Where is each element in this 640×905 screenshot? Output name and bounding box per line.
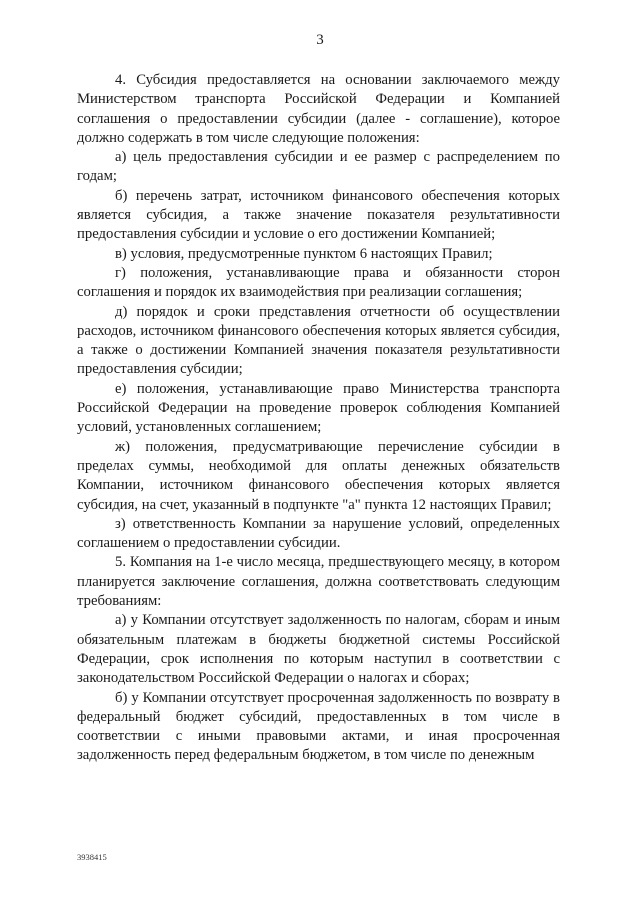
paragraph-4-e: е) положения, устанавливающие право Министерства транспорта Российской Федерации на проведение проверок соблюдения Компанией условий, установленных соглашением; [77, 380, 560, 436]
paragraph-4-v: в) условия, предусмотренные пунктом 6 настоящих Правил; [115, 245, 493, 262]
document-code: 3938415 [77, 852, 107, 862]
document-body [77, 71, 560, 766]
paragraph-5: 5. Компания на 1-е число месяца, предшествующего месяцу, в котором планируется заключение соглашения, должна соответствовать следующим требованиям: [77, 554, 560, 610]
paragraph-4-b: б) перечень затрат, источником финансового обеспечения которых является субсидия, а также значение показателя результативности предоставления субсидии и условие о его достижении Компанией; [77, 187, 560, 243]
page-number: 3 [316, 32, 324, 48]
paragraph-4-d: д) порядок и сроки представления отчетности об осуществлении расходов, источником финансового обеспечения которых является субсидия, а также о достижении Компанией значения показателя результативности предоставления субсидии; [77, 303, 560, 378]
paragraph-5-b: б) у Компании отсутствует просроченная задолженность по возврату в федеральный бюджет субсидий, предоставленных в том числе в соответствии с иными правовыми актами, и иная просроченная задолженность перед федеральным бюджетом, в том числе по денежным [77, 689, 560, 764]
paragraph-4: 4. Субсидия предоставляется на основании заключаемого между Министерством транспорта Российской Федерации и Компанией соглашения о предоставлении субсидии (далее - соглашение), которое должно содержать в том числе следующие положения: [77, 72, 560, 146]
paragraph-4-g: г) положения, устанавливающие права и обязанности сторон соглашения и порядок их взаимодействия при реализации соглашения; [77, 264, 560, 301]
paragraph-5-a: а) у Компании отсутствует задолженность по налогам, сборам и иным обязательным платежам в бюджеты бюджетной системы Российской Федерации, срок исполнения по которым наступил в соответствии с законодательством Российской Федерации о налогах и сборах; [77, 612, 560, 687]
paragraph-4-z: з) ответственность Компании за нарушение условий, определенных соглашением о предоставлении субсидии. [77, 515, 560, 552]
paragraph-4-a: а) цель предоставления субсидии и ее размер с распределением по годам; [77, 149, 560, 185]
paragraph-4-zh: ж) положения, предусматривающие перечисление субсидии в пределах суммы, необходимой для оплаты денежных обязательств Компании, источником финансового обеспечения которых является субсидия, на счет, указанный в подпункте "а" пункта 12 настоящих Правил; [77, 438, 560, 513]
